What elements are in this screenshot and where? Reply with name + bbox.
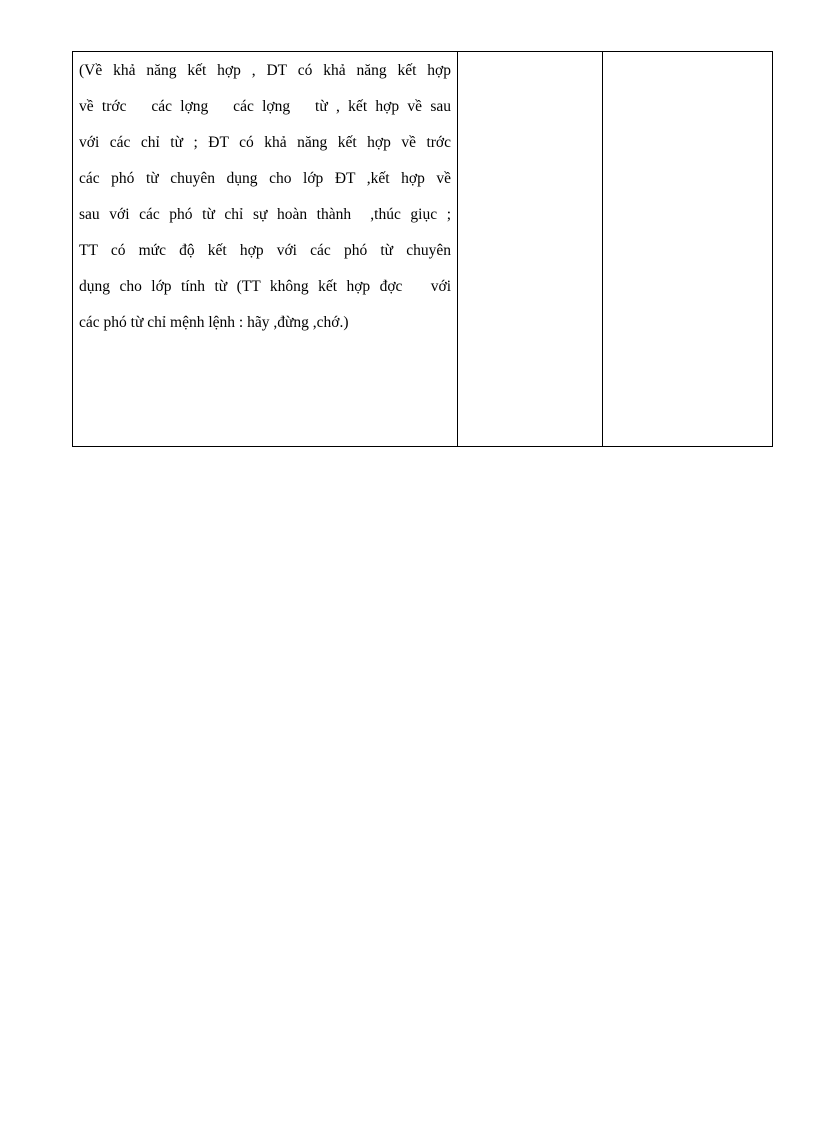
text-line-7: dụng cho lớp tính từ (TT không kết hợp đợc với	[79, 278, 451, 295]
text-line-6: TT có mức độ kết hợp với các phó từ chuyên	[79, 242, 451, 259]
text-line-3: với các chỉ từ ; ĐT có khả năng kết hợp về trớc	[79, 134, 451, 151]
content-table	[72, 51, 773, 447]
table-cell-description	[73, 52, 458, 447]
table-cell-empty-3	[603, 52, 773, 447]
table-row	[73, 52, 773, 447]
table-cell-empty-2	[458, 52, 603, 447]
text-line-4: các phó từ chuyên dụng cho lớp ĐT ,kết hợp về	[79, 170, 451, 187]
text-line-1: (Về khả năng kết hợp , DT có khả năng kết hợp	[79, 62, 451, 79]
text-line-5: sau với các phó từ chỉ sự hoàn thành ,thúc giục ;	[79, 206, 451, 223]
paragraph	[73, 52, 457, 341]
text-line-8: các phó từ chỉ mệnh lệnh : hãy ,đừng ,chớ.)	[79, 314, 349, 331]
text-line-2: về trớc các lợng các lợng từ , kết hợp về sau	[79, 98, 451, 115]
